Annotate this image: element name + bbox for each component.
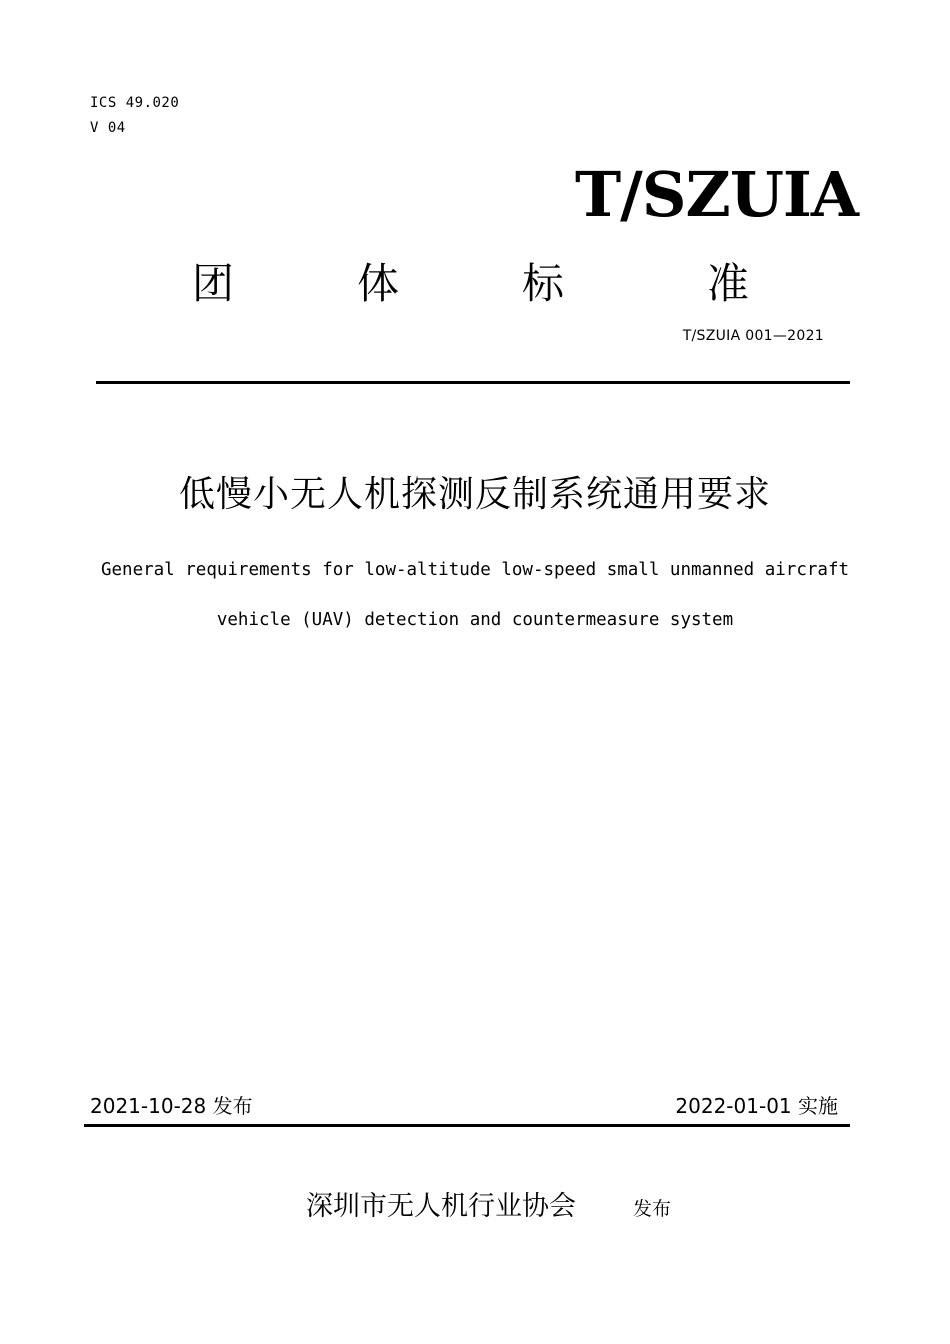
issue-date: 2021-10-28 发布 — [90, 1094, 253, 1118]
publisher-name: 深圳市无人机行业协会 — [306, 1191, 576, 1222]
standard-type — [0, 256, 950, 316]
standard-number: T/SZUIA 001—2021 — [682, 328, 824, 344]
ics-code: ICS 49.020 — [90, 95, 180, 111]
standard-type-char: 准 — [707, 259, 750, 308]
publish-label: 发布 — [633, 1198, 672, 1220]
bottom-divider — [84, 1124, 850, 1127]
standard-type-char: 标 — [522, 259, 565, 308]
title-chinese: 低慢小无人机探测反制系统通用要求 — [178, 474, 771, 515]
implementation-date: 2022-01-01 实施 — [675, 1094, 838, 1118]
standard-type-char: 团 — [192, 259, 235, 308]
title-english-line2: vehicle (UAV) detection and countermeasure system — [216, 610, 734, 630]
top-divider — [96, 381, 850, 384]
ccs-code: V 04 — [90, 120, 126, 136]
standard-type-char: 体 — [357, 259, 400, 308]
organization-code: T/SZUIA — [575, 158, 858, 231]
title-english-line1: General requirements for low-altitude low-speed small unmanned aircraft — [100, 560, 850, 580]
